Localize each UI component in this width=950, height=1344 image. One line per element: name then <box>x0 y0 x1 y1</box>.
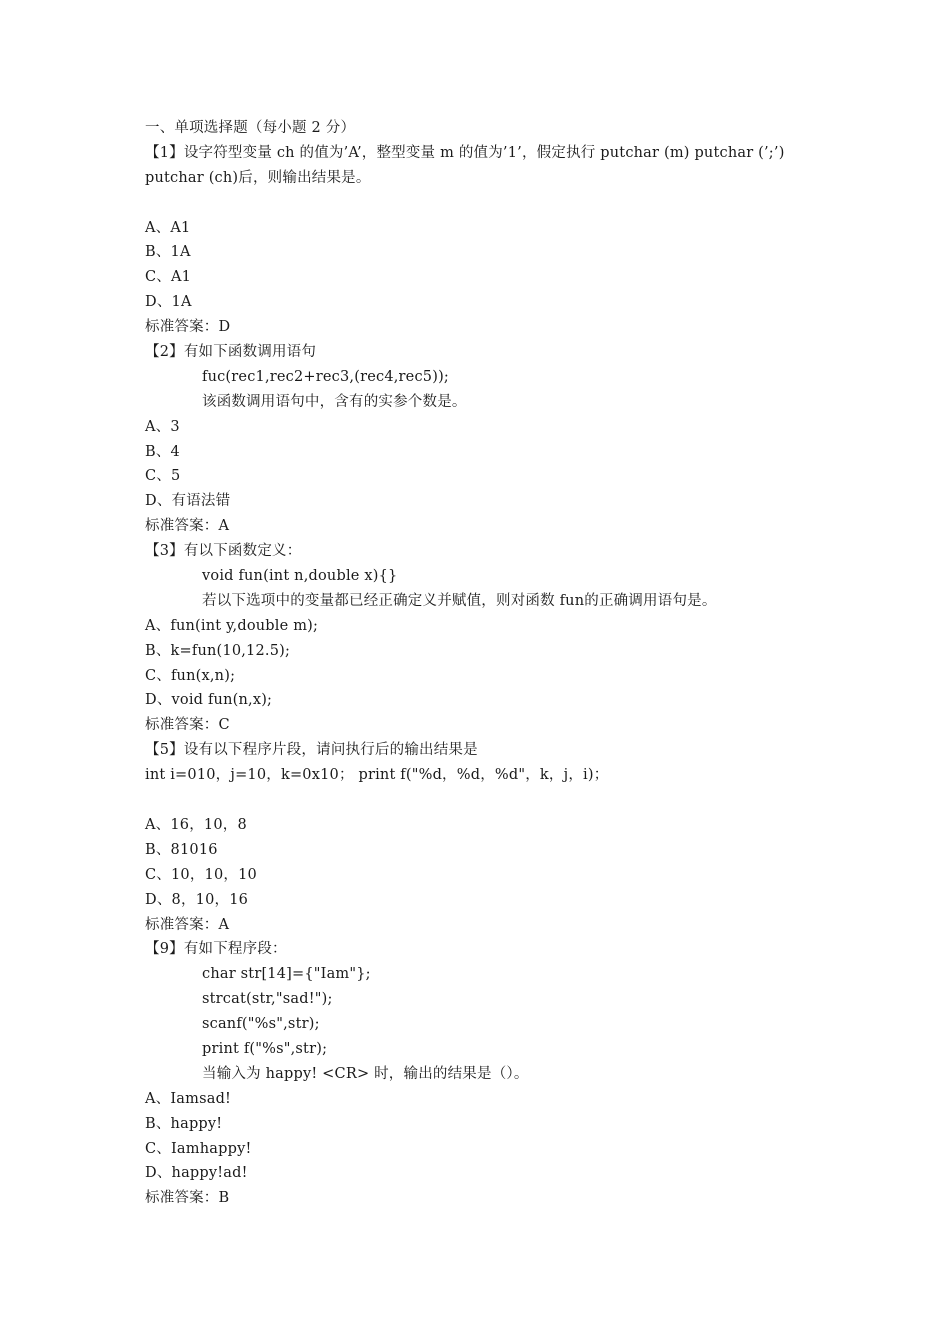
question-body-line: 若以下选项中的变量都已经正确定义并赋值，则对函数 fun的正确调用语句是。 <box>202 592 717 609</box>
question-title-line: 【3】有以下函数定义： <box>145 543 302 560</box>
section-title: 一、单项选择题（每小题 2 分） <box>145 120 356 136</box>
question-body-line: 该函数调用语句中，含有的实参个数是。 <box>202 393 467 410</box>
option-c: C、10，10，10 <box>145 866 257 883</box>
option-d: D、void fun(n,x); <box>145 692 273 709</box>
option-d: D、happy!ad! <box>145 1165 248 1182</box>
question-body-line: strcat(str,"sad!"); <box>202 991 333 1008</box>
option-c: C、fun(x,n); <box>145 667 236 684</box>
question-1 <box>145 141 845 340</box>
option-a: A、fun(int y,double m); <box>145 617 319 634</box>
option-c: C、5 <box>145 468 181 485</box>
question-body-line: fuc(rec1,rec2+rec3,(rec4,rec5)); <box>202 368 450 385</box>
option-b: B、4 <box>145 443 180 460</box>
standard-answer: 标准答案：C <box>145 717 230 734</box>
blank-line <box>145 788 845 813</box>
question-body-line: scanf("%s",str); <box>202 1016 320 1033</box>
standard-answer: 标准答案：A <box>145 518 230 535</box>
question-body-line: print f("%s",str); <box>202 1040 328 1057</box>
question-body-line: char str[14]={"Iam"}; <box>202 966 371 983</box>
option-b: B、k=fun(10,12.5); <box>145 642 291 659</box>
option-b: B、81016 <box>145 841 218 858</box>
option-c: C、Iamhappy! <box>145 1140 252 1157</box>
option-a: A、Iamsad! <box>145 1090 232 1107</box>
option-a: A、16，10，8 <box>145 816 247 833</box>
standard-answer: 标准答案：A <box>145 916 230 933</box>
question-title-line: putchar (ch)后，则输出结果是。 <box>145 169 371 186</box>
question-5 <box>145 738 845 937</box>
option-a: A、A1 <box>145 219 191 236</box>
question-body-line: void fun(int n,double x){} <box>202 568 398 585</box>
question-title-line: 【9】有如下程序段： <box>145 941 287 958</box>
option-b: B、happy! <box>145 1115 223 1132</box>
option-d: D、8，10，16 <box>145 891 249 908</box>
option-d: D、有语法错 <box>145 493 231 510</box>
question-body-line: 当输入为 happy! <CR> 时，输出的结果是（）。 <box>202 1065 529 1082</box>
question-title-line: int i=010，j=10，k=0x10； print f("%d，%d，%d"，k，j，i)； <box>145 767 609 784</box>
option-d: D、1A <box>145 294 192 311</box>
standard-answer: 标准答案：D <box>145 319 231 336</box>
document-content <box>145 116 845 1211</box>
option-c: C、A1 <box>145 269 192 286</box>
question-title-line: 【5】设有以下程序片段，请问执行后的输出结果是 <box>145 742 478 759</box>
standard-answer: 标准答案：B <box>145 1190 230 1207</box>
question-title-line: 【2】有如下函数调用语句 <box>145 344 317 361</box>
option-a: A、3 <box>145 418 180 435</box>
option-b: B、1A <box>145 244 191 261</box>
question-9 <box>145 937 845 1211</box>
blank-line <box>145 191 845 216</box>
question-title-line: 【1】设字符型变量 ch 的值为’A’，整型变量 m 的值为’1’，假定执行 putchar (m) putchar (’;’) <box>145 144 785 161</box>
question-2 <box>145 340 845 539</box>
question-3 <box>145 539 845 738</box>
